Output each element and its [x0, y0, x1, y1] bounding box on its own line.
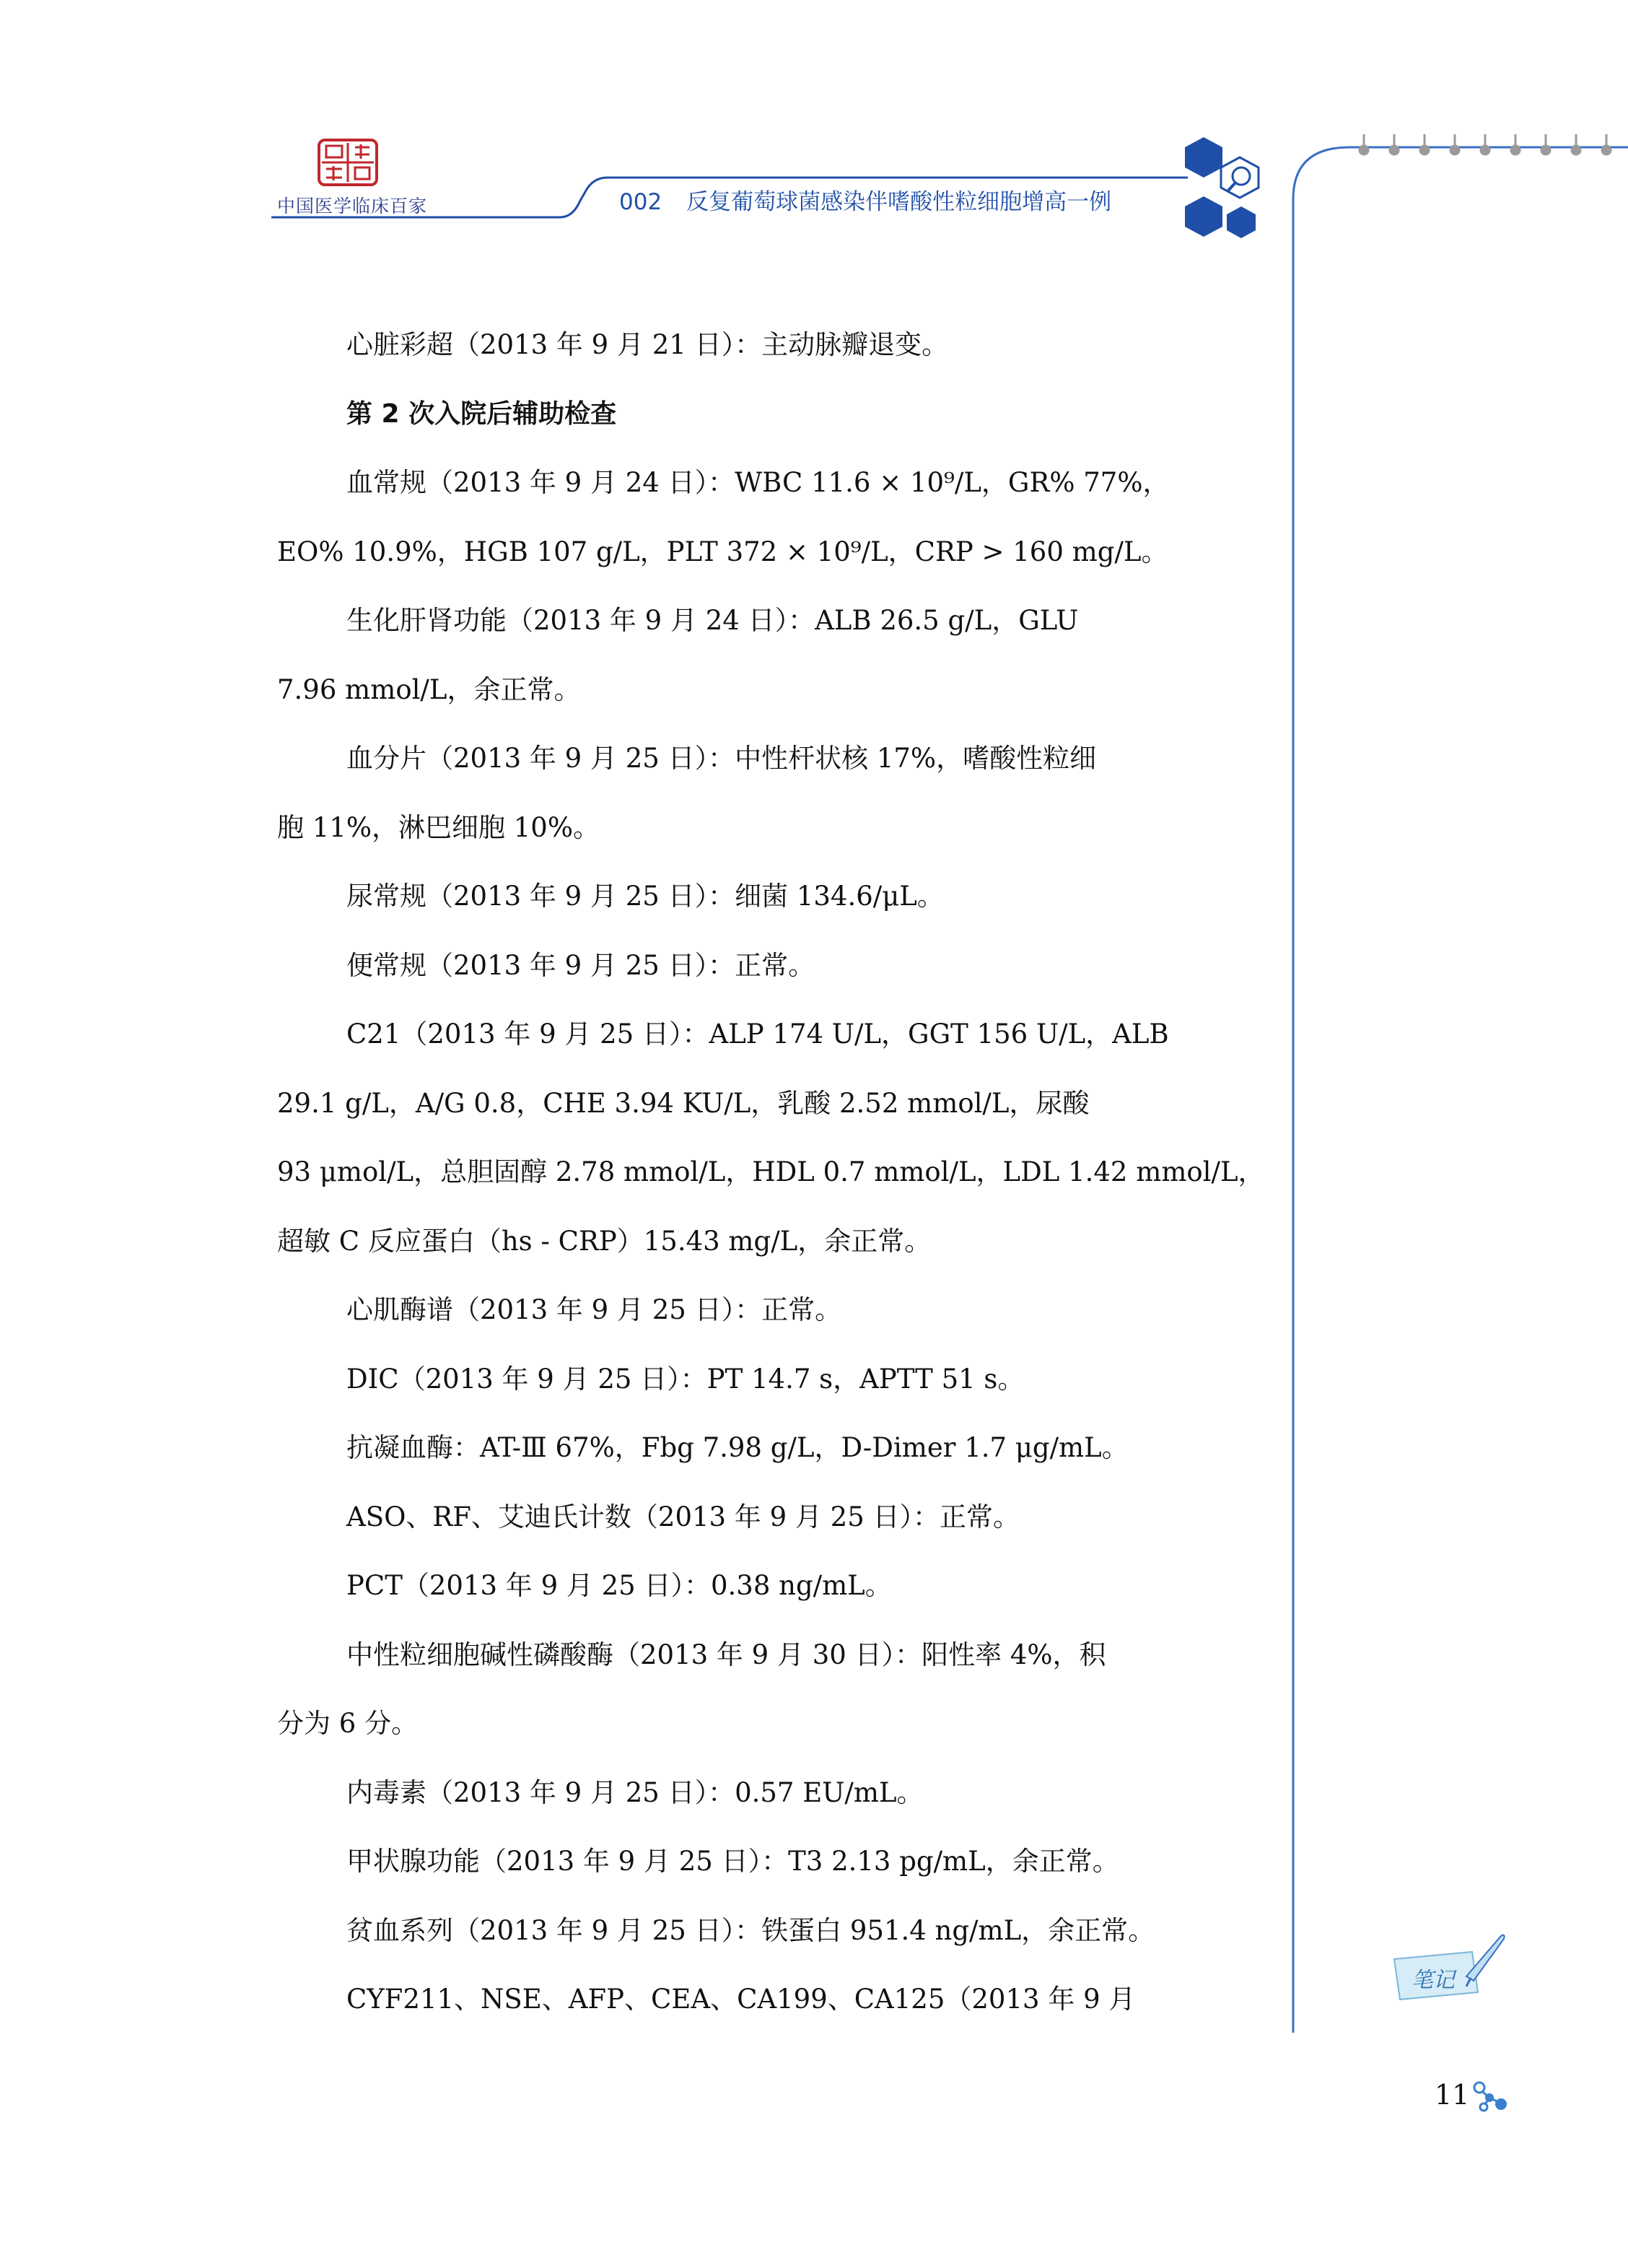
text-line: 甲状腺功能（2013 年 9 月 25 日）：T3 2.13 pg/mL，余正常。 [346, 1846, 1119, 1877]
text-line: PCT（2013 年 9 月 25 日）：0.38 ng/mL。 [346, 1570, 892, 1601]
chapter-heading [619, 183, 1111, 216]
page-number: 11 [1435, 2079, 1470, 2111]
text-line: 超敏 C 反应蛋白（hs - CRP）15.43 mg/L，余正常。 [277, 1225, 932, 1257]
text-line: 抗凝血酶：AT-Ⅲ 67%，Fbg 7.98 g/L，D-Dimer 1.7 μg/mL。 [346, 1432, 1129, 1463]
brand-name: 中国医学临床百家 [277, 196, 428, 217]
magnifier-hexagon-icon [1175, 134, 1269, 241]
text-line: 血分片（2013 年 9 月 25 日）：中性杆状核 17%，嗜酸性粒细 [346, 743, 1097, 774]
text-line: 尿常规（2013 年 9 月 25 日）：细菌 134.6/μL。 [346, 881, 944, 912]
text-line: 93 μmol/L，总胆固醇 2.78 mmol/L，HDL 0.7 mmol/L，LDL 1.42 mmol/L， [277, 1156, 1265, 1187]
text-line: 中性粒细胞碱性磷酸酶（2013 年 9 月 30 日）：阳性率 4%，积 [346, 1639, 1106, 1670]
chapter-title: 反复葡萄球菌感染伴嗜酸性粒细胞增高一例 [686, 189, 1112, 215]
text-line: CYF211、NSE、AFP、CEA、CA199、CA125（2013 年 9 月 [346, 1984, 1136, 2015]
text-line: 内毒素（2013 年 9 月 25 日）：0.57 EU/mL。 [346, 1776, 924, 1808]
text-line: 心肌酶谱（2013 年 9 月 25 日）：正常。 [346, 1294, 842, 1325]
text-line: ASO、RF、艾迪氏计数（2013 年 9 月 25 日）：正常。 [346, 1501, 1020, 1532]
text-line: 7.96 mmol/L，余正常。 [277, 673, 581, 705]
text-line: 生化肝肾功能（2013 年 9 月 24 日）：ALB 26.5 g/L，GLU [346, 605, 1079, 636]
text-line: EO% 10.9%，HGB 107 g/L，PLT 372 × 10⁹/L，CRP > 160 mg/L。 [277, 536, 1168, 567]
molecule-icon [1469, 2079, 1510, 2112]
section-heading: 第 2 次入院后辅助检查 [346, 398, 617, 429]
text-line: 分为 6 分。 [277, 1708, 419, 1739]
notes-label: 笔记 [1412, 1968, 1455, 1993]
notes-margin [1292, 127, 1628, 2033]
text-line: 胞 11%，淋巴细胞 10%。 [277, 811, 600, 843]
text-line: C21（2013 年 9 月 25 日）：ALP 174 U/L，GGT 156 U/L，ALB [346, 1019, 1169, 1050]
text-line: 贫血系列（2013 年 9 月 25 日）：铁蛋白 951.4 ng/mL，余正常。 [346, 1914, 1155, 1946]
text-line: 29.1 g/L，A/G 0.8，CHE 3.94 KU/L，乳酸 2.52 mmol/L，尿酸 [277, 1087, 1090, 1119]
chapter-number: 002 [619, 189, 662, 215]
text-line: 血常规（2013 年 9 月 24 日）：WBC 11.6 × 10⁹/L，GR% 77%， [346, 467, 1170, 498]
text-line: DIC（2013 年 9 月 25 日）：PT 14.7 s，APTT 51 s。 [346, 1363, 1025, 1395]
notes-badge [1386, 1930, 1510, 2002]
text-line: 便常规（2013 年 9 月 25 日）：正常。 [346, 949, 815, 981]
text-line: 心脏彩超（2013 年 9 月 21 日）：主动脉瓣退变。 [346, 329, 949, 360]
main-text [277, 310, 1266, 2034]
